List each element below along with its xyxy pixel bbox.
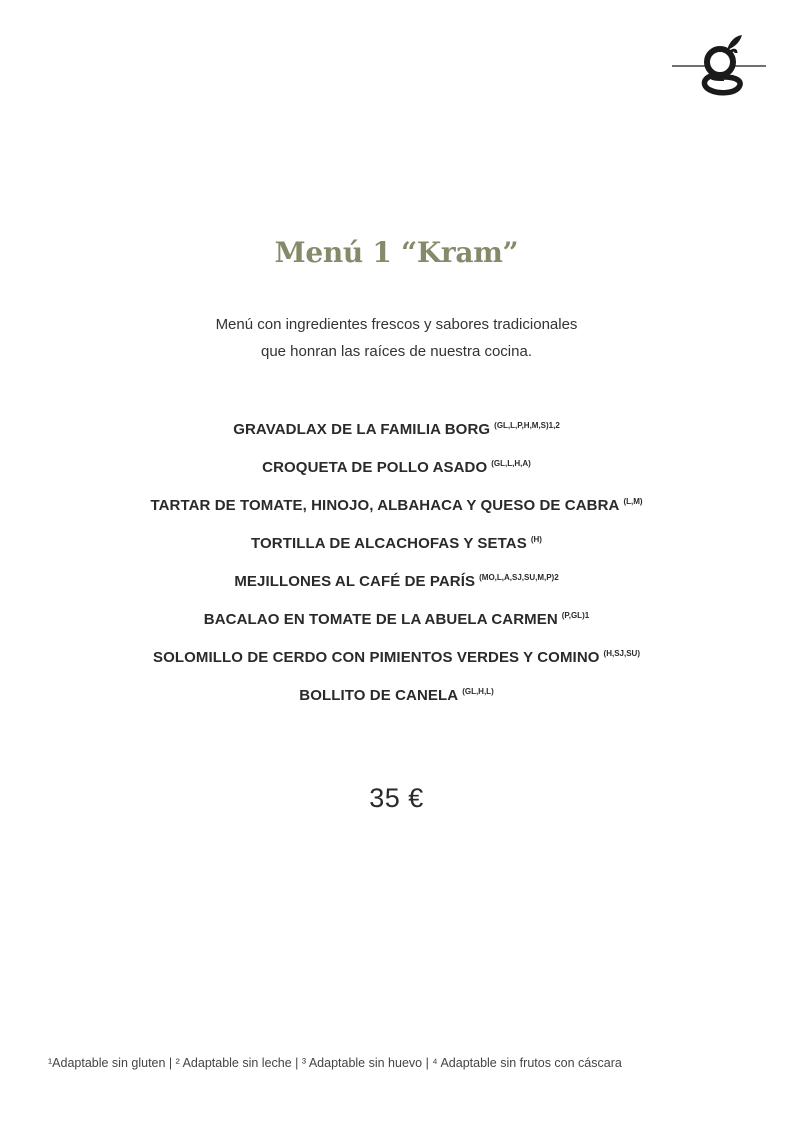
allergen-codes: (GL,L,P,H,M,S)1,2: [494, 421, 560, 430]
allergen-codes: (GL,H,L): [462, 687, 494, 696]
allergen-codes: (H): [530, 535, 542, 544]
dish-name: MEJILLONES AL CAFÉ DE PARÍS: [234, 573, 476, 590]
g-monogram-logo-icon: [672, 32, 766, 100]
allergen-codes: (P,GL)1: [561, 611, 590, 620]
dish-item: [0, 641, 793, 679]
menu-title: Menú 1 “Kram”: [274, 236, 519, 269]
allergen-codes: (H,SJ,SU): [603, 649, 640, 658]
menu-description-line: Menú con ingredientes frescos y sabores tradicionales: [215, 316, 578, 333]
dish-name: TARTAR DE TOMATE, HINOJO, ALBAHACA Y QUESO DE CABRA: [150, 497, 620, 514]
dish-name: BACALAO EN TOMATE DE LA ABUELA CARMEN: [203, 611, 558, 628]
dish-item: [0, 413, 793, 451]
dish-name: TORTILLA DE ALCACHOFAS Y SETAS: [251, 535, 527, 552]
allergen-codes: (GL,L,H,A): [491, 459, 531, 468]
dish-item: [0, 603, 793, 641]
dish-name: CROQUETA DE POLLO ASADO: [262, 459, 488, 476]
dish-item: [0, 565, 793, 603]
dish-name: GRAVADLAX DE LA FAMILIA BORG: [233, 421, 491, 438]
dish-list: [0, 413, 793, 717]
dish-item: [0, 527, 793, 565]
dish-name: BOLLITO DE CANELA: [299, 687, 459, 704]
footnote: ¹Adaptable sin gluten | ² Adaptable sin leche | ³ Adaptable sin huevo | ⁴ Adaptable sin frutos con cáscara: [48, 1056, 622, 1070]
dish-name: SOLOMILLO DE CERDO CON PIMIENTOS VERDES Y COMINO: [153, 649, 600, 666]
dish-item: [0, 489, 793, 527]
dish-item: [0, 679, 793, 717]
menu-price: 35 €: [369, 783, 424, 813]
allergen-codes: (MO,L,A,SJ,SU,M,P)2: [479, 573, 559, 582]
dish-item: [0, 451, 793, 489]
allergen-codes: (L,M): [623, 497, 643, 506]
menu-description: [0, 311, 793, 365]
menu-description-line: que honran las raíces de nuestra cocina.: [260, 343, 532, 360]
